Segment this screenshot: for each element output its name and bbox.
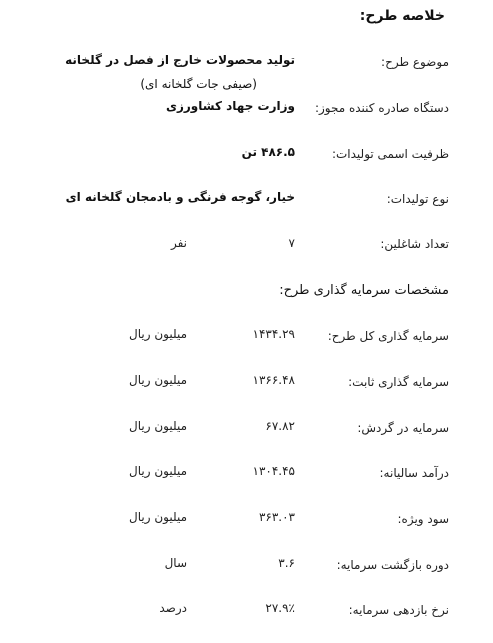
issuer-label: دستگاه صادره کننده مجوز: bbox=[314, 101, 449, 115]
working-capital-label: سرمایه در گردش: bbox=[357, 421, 449, 435]
net-profit-label: سود ویژه: bbox=[397, 512, 449, 526]
fixed-investment-label: سرمایه گذاری ثابت: bbox=[348, 375, 449, 389]
fixed-investment-unit: میلیون ریال bbox=[129, 373, 187, 387]
payback-period-unit: سال bbox=[164, 556, 187, 570]
return-rate-value: ۲۷.۹٪ bbox=[265, 601, 295, 615]
annual-revenue-label: درآمد سالیانه: bbox=[379, 466, 449, 480]
total-investment-unit: میلیون ریال bbox=[129, 327, 187, 341]
capacity-label: ظرفیت اسمی تولیدات: bbox=[331, 147, 449, 161]
return-rate-label: نرخ بازدهی سرمایه: bbox=[348, 603, 449, 617]
payback-period-value: ۳.۶ bbox=[278, 556, 295, 570]
annual-revenue-value: ۱۳۰۴.۴۵ bbox=[252, 464, 295, 478]
net-profit-value: ۳۶۳.۰۳ bbox=[258, 510, 295, 524]
annual-revenue-unit: میلیون ریال bbox=[129, 464, 187, 478]
fixed-investment-value: ۱۳۶۶.۴۸ bbox=[252, 373, 295, 387]
payback-period-label: دوره بازگشت سرمایه: bbox=[336, 558, 449, 572]
issuer-value: وزارت جهاد کشاورزی bbox=[165, 99, 295, 113]
summary-heading: خلاصه طرح: bbox=[359, 8, 445, 24]
employees-unit: نفر bbox=[170, 236, 187, 250]
total-investment-value: ۱۴۳۴.۲۹ bbox=[252, 327, 295, 341]
total-investment-label: سرمایه گذاری کل طرح: bbox=[327, 329, 449, 343]
investment-heading: مشخصات سرمایه گذاری طرح: bbox=[279, 283, 449, 298]
subject-value-line2: (صیفی جات گلخانه ای) bbox=[140, 77, 257, 91]
working-capital-unit: میلیون ریال bbox=[129, 419, 187, 433]
net-profit-unit: میلیون ریال bbox=[129, 510, 187, 524]
subject-value: تولید محصولات خارج از فصل در گلخانه bbox=[65, 53, 295, 67]
products-label: نوع تولیدات: bbox=[386, 192, 449, 206]
return-rate-unit: درصد bbox=[159, 601, 187, 615]
capacity-value: ۴۸۶.۵ تن bbox=[241, 145, 295, 159]
subject-label: موضوع طرح: bbox=[381, 55, 449, 69]
employees-value: ۷ bbox=[288, 236, 295, 250]
working-capital-value: ۶۷.۸۲ bbox=[265, 419, 295, 433]
products-value: خیار، گوجه فرنگی و بادمجان گلخانه ای bbox=[65, 190, 295, 204]
employees-label: تعداد شاغلین: bbox=[380, 237, 449, 251]
